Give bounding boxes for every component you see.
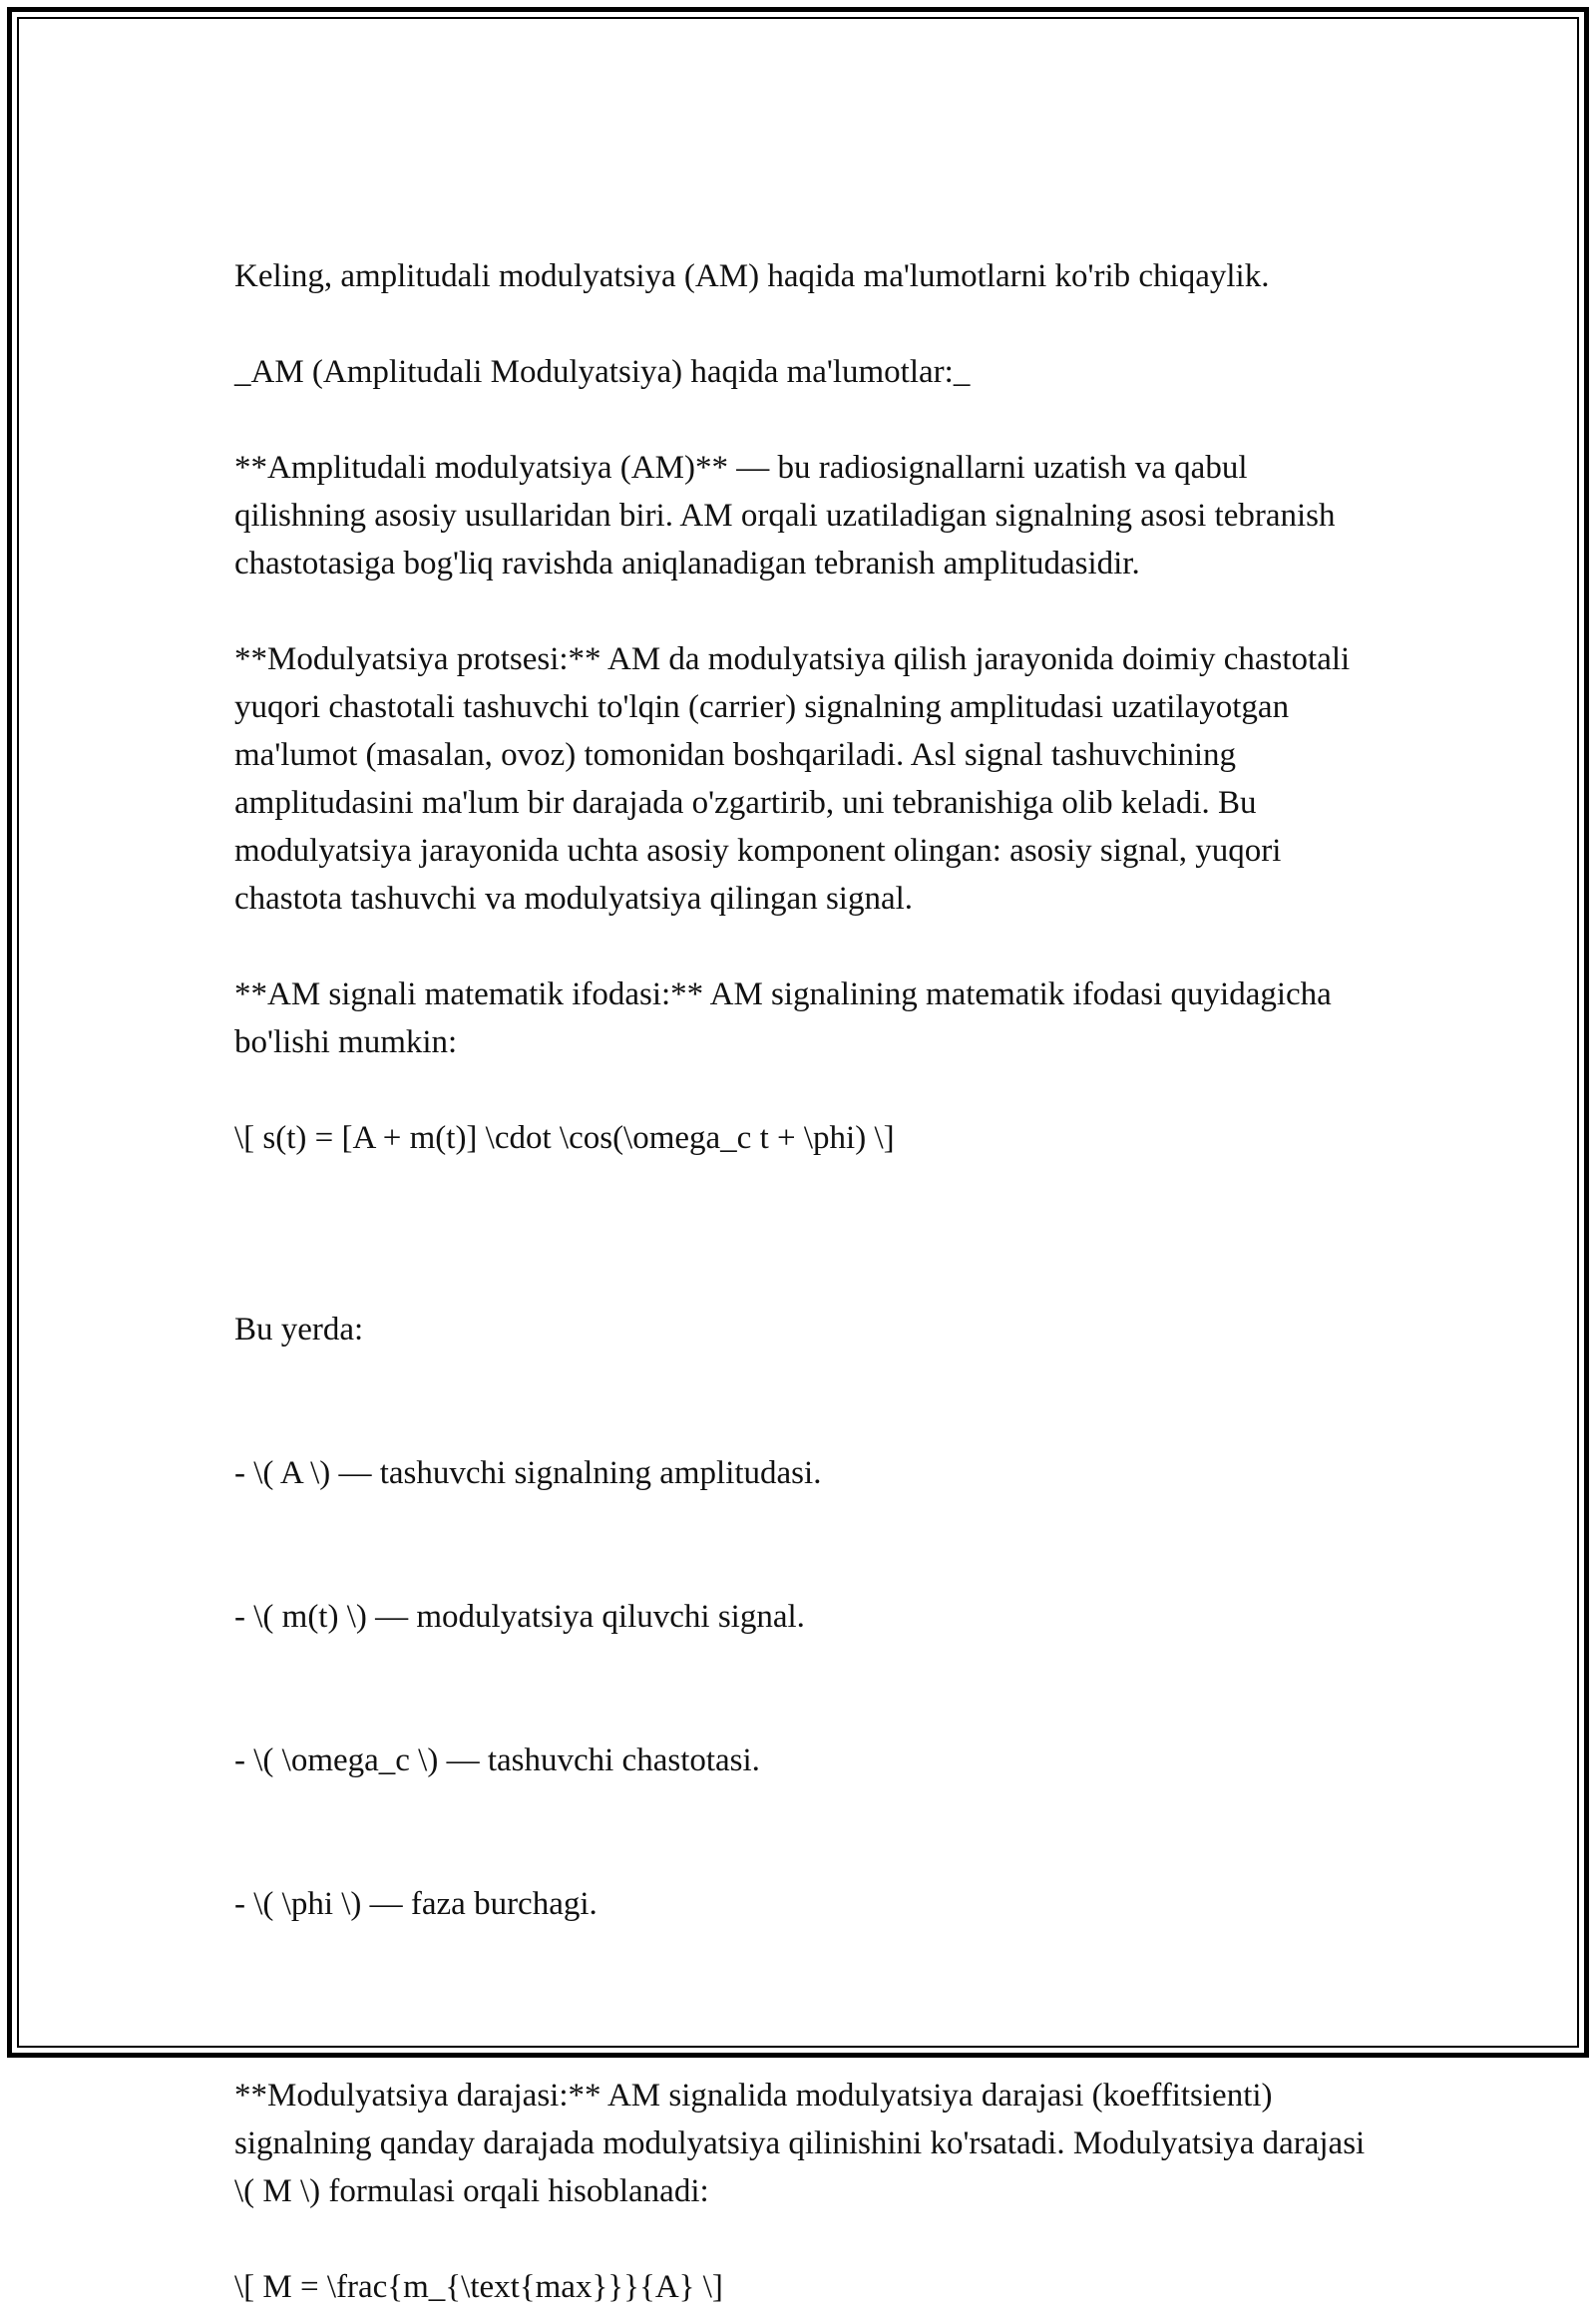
list-item: - \( m(t) \) — modulyatsiya qiluvchi signal.: [234, 1599, 805, 1635]
modulation-process-paragraph: **Modulyatsiya protsesi:** AM da modulyatsiya qilish jarayonida doimiy chastotali yuqori chastotali tashuvchi to'lqin (carrier) signalning amplitudasi uzatilayotgan ma'lumot (masalan, ovoz) tomonidan boshqariladi. Asl signal tashuvchining amplitudasini ma'lum bir darajada o'zgartirib, uni tebranishiga olib keladi. Bu modulyatsiya jarayonida uchta asosiy komponent olingan: asosiy signal, yuqori chastota tashuvchi va modulyatsiya qilingan signal.: [234, 641, 1359, 917]
modulation-index-formula: \[ M = \frac{m_{\text{max}}}{A} \]: [234, 2269, 723, 2305]
list-item: - \( \omega_c \) — tashuvchi chastotasi.: [234, 1742, 760, 1778]
variable-list: [234, 1210, 1372, 2024]
math-expression-paragraph: **AM signali matematik ifodasi:** AM signalining matematik ifodasi quyidagicha bo'lishi mumkin:: [234, 976, 1341, 1060]
list-item: - \( A \) — tashuvchi signalning amplitudasi.: [234, 1455, 822, 1491]
am-signal-formula: \[ s(t) = [A + m(t)] \cdot \cos(\omega_c t + \phi) \]: [234, 1120, 895, 1156]
definition-paragraph: **Amplitudali modulyatsiya (AM)** — bu radiosignallarni uzatish va qabul qilishning asosiy usullaridan biri. AM orqali uzatiladigan signalning asosi tebranish chastotasiga bog'liq ravishda aniqlanadigan tebranish amplitudasidir.: [234, 450, 1344, 581]
intro-paragraph: Keling, amplitudali modulyatsiya (AM) haqida ma'lumotlarni ko'rib chiqaylik.: [234, 258, 1270, 294]
list-intro: Bu yerda:: [234, 1312, 364, 1348]
list-item: - \( \phi \) — faza burchagi.: [234, 1886, 598, 1922]
modulation-index-paragraph: **Modulyatsiya darajasi:** AM signalida modulyatsiya darajasi (koeffitsienti) signalning qanday darajada modulyatsiya qilinishini ko'rsatadi. Modulyatsiya darajasi \( M \) formulasi orqali hisoblanadi:: [234, 2078, 1374, 2209]
document-body: [234, 252, 1372, 2311]
section-heading: _AM (Amplitudali Modulyatsiya) haqida ma'lumotlar:_: [234, 354, 971, 390]
